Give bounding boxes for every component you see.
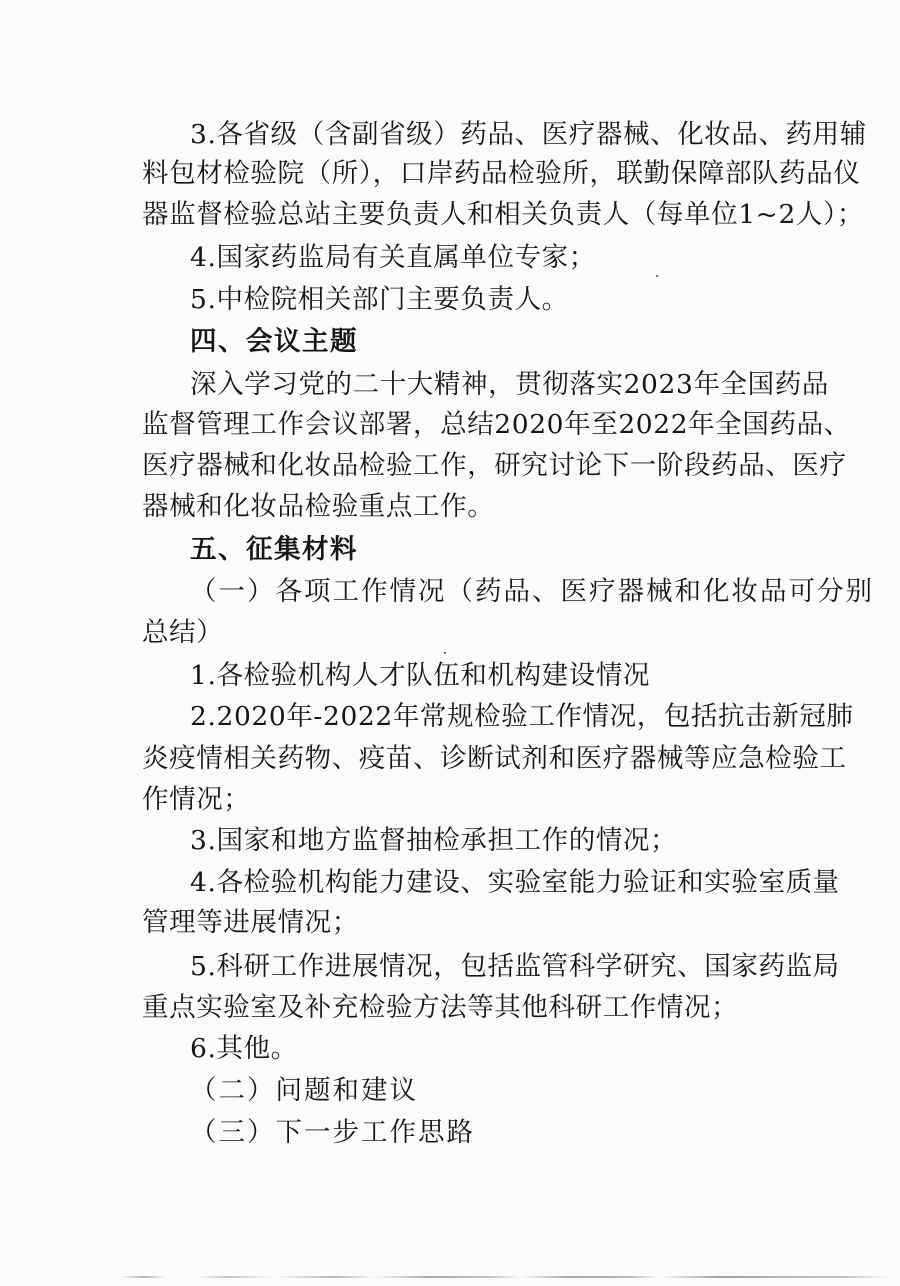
subsection-2: （二）问题和建议 [190, 1075, 418, 1106]
material-item-1: 1.各检验机构人才队伍和机构建设情况 [190, 660, 651, 691]
scan-speck [656, 275, 658, 277]
material-item-2-line-2: 炎疫情相关药物、疫苗、诊断试剂和医疗器械等应急检验工 [142, 743, 847, 774]
material-item-6: 6.其他。 [190, 1033, 298, 1064]
material-item-3: 3.国家和地方监督抽检承担工作的情况； [190, 825, 678, 856]
theme-paragraph-line-3: 医疗器械和化妆品检验工作，研究讨论下一阶段药品、医疗 [142, 450, 847, 481]
theme-paragraph-line-2: 监督管理工作会议部署，总结2020年至2022年全国药品、 [142, 409, 851, 440]
subsection-3: （三）下一步工作思路 [190, 1117, 475, 1148]
material-item-5-line-1: 5.科研工作进展情况，包括监管科学研究、国家药监局 [190, 951, 840, 982]
attendee-item-3-line-2: 料包材检验院（所），口岸药品检验所，联勤保障部队药品仪 [142, 158, 861, 189]
subsection-1-line-1: （一）各项工作情况（药品、医疗器械和化妆品可分别 [190, 576, 874, 607]
attendee-item-5: 5.中检院相关部门主要负责人。 [190, 284, 569, 315]
theme-paragraph-line-4: 器械和化妆品检验重点工作。 [142, 491, 495, 522]
material-item-4-line-2: 管理等进展情况； [142, 907, 359, 938]
scan-speck [444, 652, 446, 654]
material-item-4-line-1: 4.各检验机构能力建设、实验室能力验证和实验室质量 [190, 867, 840, 898]
attendee-item-3-line-1: 3.各省级（含副省级）药品、医疗器械、化妆品、药用辅 [190, 119, 867, 150]
scan-edge-noise [120, 1276, 890, 1278]
attendee-item-3-line-3: 器监督检验总站主要负责人和相关负责人（每单位1~2人）； [142, 199, 864, 230]
material-item-5-line-2: 重点实验室及补充检验方法等其他科研工作情况； [142, 992, 739, 1023]
attendee-item-4: 4.国家药监局有关直属单位专家； [190, 242, 596, 273]
theme-paragraph-line-1: 深入学习党的二十大精神，贯彻落实2023年全国药品 [190, 369, 829, 400]
material-item-2-line-1: 2.2020年-2022年常规检验工作情况，包括抗击新冠肺 [190, 701, 854, 732]
subsection-1-line-2: 总结） [142, 617, 224, 648]
section-heading-4: 四、会议主题 [190, 326, 358, 357]
section-heading-5: 五、征集材料 [190, 534, 358, 565]
material-item-2-line-3: 作情况； [142, 784, 251, 815]
